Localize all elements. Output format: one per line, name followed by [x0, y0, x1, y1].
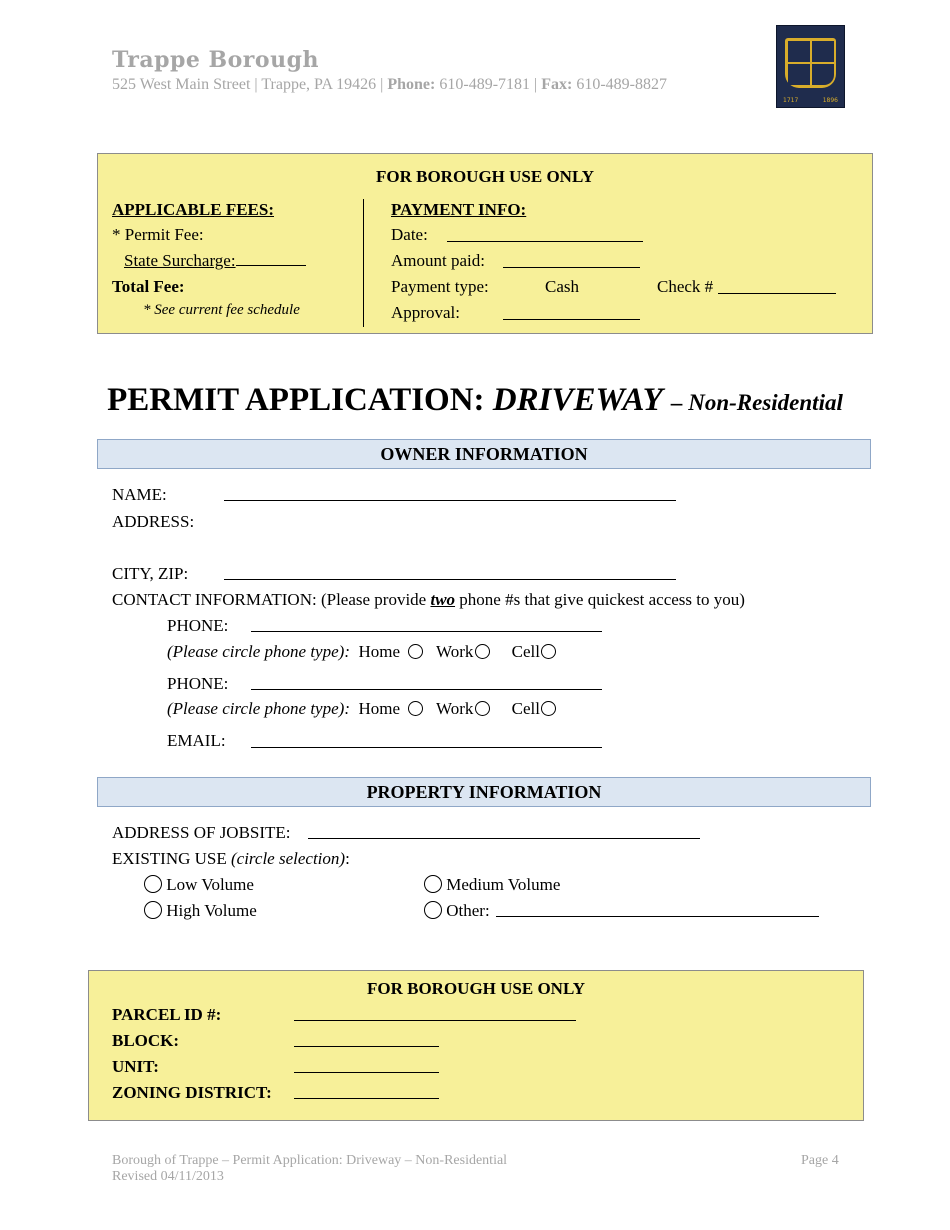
column-divider [363, 199, 364, 327]
phone-2-home-radio[interactable] [408, 701, 423, 716]
fees-heading: APPLICABLE FEES: [112, 200, 274, 219]
seal-quadrant-icon [788, 64, 810, 85]
fax-label: Fax: [541, 76, 573, 93]
medium-volume-option[interactable]: Medium Volume [424, 875, 560, 895]
high-volume-radio[interactable] [144, 901, 162, 919]
city-zip-field[interactable] [224, 565, 676, 580]
contact-information-instructions: CONTACT INFORMATION: (Please provide two phone #s that give quickest access to you) [112, 590, 745, 609]
approval-label: Approval: [391, 303, 460, 322]
zoning-district-field[interactable] [294, 1084, 439, 1099]
payment-type-label: Payment type: [391, 277, 489, 296]
borough-use-title: FOR BOROUGH USE ONLY [375, 167, 595, 186]
seal-quadrant-icon [812, 41, 834, 62]
state-surcharge-line[interactable] [236, 251, 306, 266]
seal-quadrant-icon [812, 64, 834, 85]
phone-1-cell-radio[interactable] [541, 644, 556, 659]
high-volume-option[interactable]: High Volume [144, 901, 257, 921]
email-field[interactable] [251, 733, 602, 748]
borough-use-title: FOR BOROUGH USE ONLY [366, 979, 586, 998]
phone-2-type-row: (Please circle phone type): Home Work Cell [167, 699, 556, 719]
date-label: Date: [391, 225, 428, 244]
medium-volume-radio[interactable] [424, 875, 442, 893]
email-label: EMAIL: [167, 731, 226, 750]
unit-label: UNIT: [112, 1057, 159, 1076]
footer-page-number: Page 4 [801, 1153, 839, 1168]
fee-schedule-note: * See current fee schedule [143, 302, 300, 318]
property-information-header: PROPERTY INFORMATION [97, 777, 871, 807]
phone-1-type-row: (Please circle phone type): Home Work Cell [167, 642, 556, 662]
block-label: BLOCK: [112, 1031, 180, 1050]
owner-information-header: OWNER INFORMATION [97, 439, 871, 469]
other-use-option[interactable]: Other: [424, 901, 490, 921]
name-label: NAME: [112, 485, 167, 504]
footer-revised-date: Revised 04/11/2013 [112, 1169, 224, 1184]
org-name: Trappe Borough [112, 47, 319, 73]
low-volume-radio[interactable] [144, 875, 162, 893]
org-phone: 610-489-7181 | [439, 76, 538, 93]
parcel-id-field[interactable] [294, 1006, 576, 1021]
check-number-label: Check # [657, 277, 714, 296]
city-zip-label: CITY, ZIP: [112, 564, 189, 583]
seal-year-right: 1896 [822, 97, 838, 104]
unit-field[interactable] [294, 1058, 439, 1073]
jobsite-address-field[interactable] [308, 824, 700, 839]
org-address-line [112, 76, 667, 94]
org-fax: 610-489-8827 [576, 76, 667, 93]
seal-quadrant-icon [788, 41, 810, 62]
approval-field[interactable] [503, 305, 640, 320]
cash-option[interactable]: Cash [545, 277, 579, 296]
phone-2-label: PHONE: [167, 674, 229, 693]
phone-2-work-radio[interactable] [475, 701, 490, 716]
check-number-field[interactable] [718, 279, 836, 294]
parcel-id-label: PARCEL ID #: [112, 1005, 222, 1024]
page-title: PERMIT APPLICATION: DRIVEWAY – Non-Residential [107, 382, 843, 418]
seal-shield-icon [785, 38, 836, 88]
payment-heading: PAYMENT INFO: [391, 200, 527, 219]
borough-use-box-bottom [88, 970, 864, 1121]
amount-paid-field[interactable] [503, 253, 640, 268]
phone-1-home-radio[interactable] [408, 644, 423, 659]
existing-use-label: EXISTING USE (circle selection): [112, 849, 350, 868]
seal-year-left: 1717 [783, 97, 799, 104]
other-use-field[interactable] [496, 902, 819, 917]
borough-seal-logo [776, 25, 845, 108]
block-field[interactable] [294, 1032, 439, 1047]
amount-paid-label: Amount paid: [391, 251, 485, 270]
phone-2-cell-radio[interactable] [541, 701, 556, 716]
date-field[interactable] [447, 227, 643, 242]
phone-2-field[interactable] [251, 675, 602, 690]
state-surcharge-label: State Surcharge: [124, 251, 306, 271]
phone-1-label: PHONE: [167, 616, 229, 635]
total-fee-label: Total Fee: [112, 277, 185, 296]
address-label: ADDRESS: [112, 512, 195, 531]
permit-fee-label: * Permit Fee: [112, 225, 204, 244]
phone-label: Phone: [387, 76, 436, 93]
other-use-radio[interactable] [424, 901, 442, 919]
name-field[interactable] [224, 486, 676, 501]
borough-use-box-top [97, 153, 873, 334]
footer-document-title: Borough of Trappe – Permit Application: Driveway – Non-Residential [112, 1153, 508, 1168]
zoning-district-label: ZONING DISTRICT: [112, 1083, 272, 1102]
jobsite-address-label: ADDRESS OF JOBSITE: [112, 823, 291, 842]
phone-1-work-radio[interactable] [475, 644, 490, 659]
phone-1-field[interactable] [251, 617, 602, 632]
low-volume-option[interactable]: Low Volume [144, 875, 254, 895]
org-address: 525 West Main Street | Trappe, PA 19426 | [112, 76, 384, 93]
